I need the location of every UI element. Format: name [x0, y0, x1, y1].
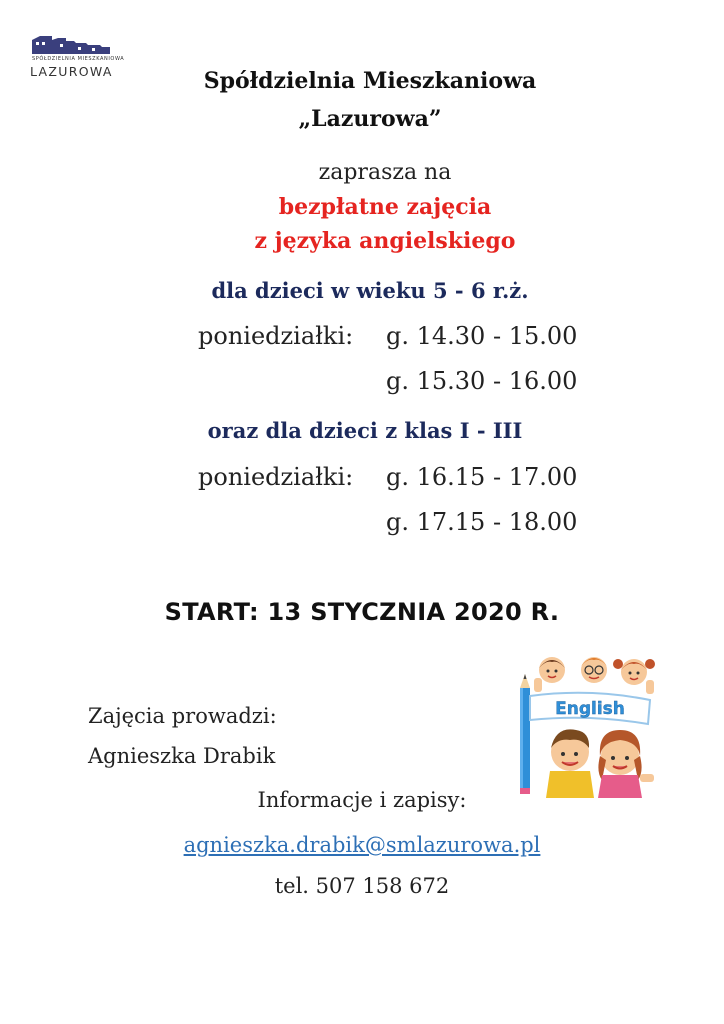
- start-date: START: 13 STYCZNIA 2020 R.: [164, 598, 560, 626]
- invite-text: zaprasza na: [318, 160, 452, 185]
- kid-top-left-icon: [534, 657, 565, 692]
- kid-front-girl-icon: [598, 730, 654, 798]
- title-line-1: Spółdzielnia Mieszkaniowa: [203, 68, 537, 94]
- group-1-day: poniedziałki:: [198, 322, 354, 350]
- logo-subtitle: SPÓŁDZIELNIA MIESZKANIOWA: [32, 56, 125, 62]
- contact-label: Informacje i zapisy:: [257, 788, 467, 812]
- kid-top-right-icon: [613, 659, 655, 694]
- instructor-name: Agnieszka Drabik: [88, 744, 276, 768]
- group-2-day: poniedziałki:: [198, 463, 354, 491]
- pencil-icon: [520, 674, 530, 794]
- group-2-heading: oraz dla dzieci z klas I - III: [207, 418, 523, 443]
- email-link[interactable]: agnieszka.drabik@smlazurowa.pl: [183, 833, 541, 857]
- group-2-slot-2: g. 17.15 - 18.00: [386, 508, 578, 536]
- group-1-slot-2: g. 15.30 - 16.00: [386, 367, 578, 395]
- buildings-logo-icon: [28, 30, 114, 56]
- phone-number: tel. 507 158 672: [274, 874, 450, 898]
- kids-english-clipart: [510, 648, 660, 798]
- banner-text: English: [555, 699, 625, 719]
- highlight-line-1: bezpłatne zajęcia: [278, 194, 492, 220]
- group-1-slot-1: g. 14.30 - 15.00: [386, 322, 578, 350]
- instructor-label: Zajęcia prowadzi:: [88, 704, 277, 728]
- group-1-heading: dla dzieci w wieku 5 - 6 r.ż.: [211, 278, 529, 303]
- kid-top-middle-icon: [581, 657, 607, 683]
- english-banner: [530, 693, 650, 724]
- title-line-2: „Lazurowa”: [298, 106, 442, 132]
- logo-name: LAZUROWA: [30, 64, 113, 79]
- group-2-slot-1: g. 16.15 - 17.00: [386, 463, 578, 491]
- company-logo: [28, 30, 125, 84]
- kid-front-boy-icon: [546, 729, 594, 798]
- highlight-line-2: z języka angielskiego: [254, 228, 516, 254]
